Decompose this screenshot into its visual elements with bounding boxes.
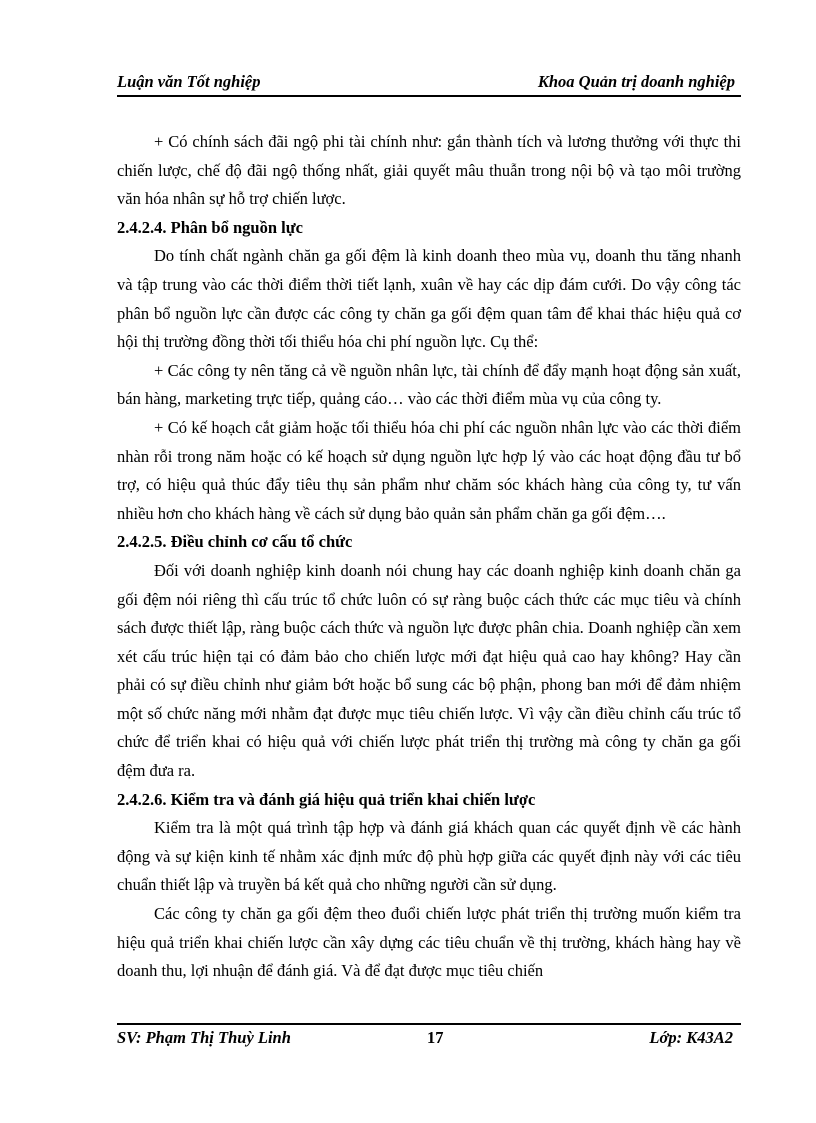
paragraph: Do tính chất ngành chăn ga gối đệm là kinh doanh theo mùa vụ, doanh thu tăng nhanh và tập trung vào các thời điểm thời tiết lạnh, xuân về hay các dịp đám cưới. Do vậy công tác phân bổ nguồn lực cần được các công ty chăn ga gối đệm quan tâm để khai thác hiệu quả cơ hội thị trường đồng thời tối thiểu hóa chi phí nguồn lực. Cụ thể:: [117, 246, 741, 352]
header-divider: [117, 95, 741, 97]
page-number: 17: [427, 1028, 444, 1047]
section-heading-2-4-2-6: 2.4.2.6. Kiểm tra và đánh giá hiệu quả triển khai chiến lược: [117, 789, 536, 809]
header-thesis-label: Luận văn Tốt nghiệp: [117, 72, 261, 91]
paragraph: + Các công ty nên tăng cả về nguồn nhân lực, tài chính để đẩy mạnh hoạt động sản xuất, bán hàng, marketing trực tiếp, quảng cáo… vào các thời điểm mùa vụ của công ty.: [117, 360, 741, 409]
footer-student-name: SV: Phạm Thị Thuỳ Linh: [117, 1028, 291, 1047]
section-heading-2-4-2-4: 2.4.2.4. Phân bổ nguồn lực: [117, 217, 303, 237]
page-footer: [117, 1028, 741, 1052]
paragraph: + Có chính sách đãi ngộ phi tài chính như: gắn thành tích và lương thưởng với thực thi chiến lược, chế độ đãi ngộ thống nhất, giải quyết mâu thuẫn trong nội bộ và tạo môi trường văn hóa nhân sự hỗ trợ chiến lược.: [117, 132, 741, 209]
page-body: [117, 128, 741, 986]
paragraph: Kiểm tra là một quá trình tập hợp và đánh giá khách quan các quyết định về các hành động và sự kiện kinh tế nhằm xác định mức độ phù hợp giữa các quyết định này với các tiêu chuẩn thiết lập và truyền bá kết quả cho những người cần sử dụng.: [117, 818, 741, 895]
paragraph: Các công ty chăn ga gối đệm theo đuổi chiến lược phát triển thị trường muốn kiểm tra hiệu quả triển khai chiến lược cần xây dựng các tiêu chuẩn về thị trường, khách hàng hay về doanh thu, lợi nhuận để đánh giá. Và để đạt được mục tiêu chiến: [117, 904, 741, 981]
footer-class: Lớp: K43A2: [649, 1028, 733, 1047]
footer-divider: [117, 1023, 741, 1025]
section-heading-2-4-2-5: 2.4.2.5. Điều chỉnh cơ cấu tổ chức: [117, 532, 353, 552]
paragraph: + Có kế hoạch cắt giảm hoặc tối thiểu hóa chi phí các nguồn nhân lực vào các thời điểm nhàn rỗi trong năm hoặc có kế hoạch sử dụng nguồn lực hợp lý vào các hoạt động đầu tư bổ trợ, có hiệu quả thúc đẩy tiêu thụ sản phẩm như chăm sóc khách hàng của công ty, tư vấn nhiều hơn cho khách hàng về cách sử dụng bảo quản sản phẩm chăn ga gối đệm….: [117, 417, 741, 523]
header-faculty-label: Khoa Quản trị doanh nghiệp: [537, 72, 735, 91]
paragraph: Đối với doanh nghiệp kinh doanh nói chung hay các doanh nghiệp kinh doanh chăn ga gối đệm nói riêng thì cấu trúc tổ chức luôn có sự ràng buộc cách thức các mục tiêu và chính sách được thiết lập, ràng buộc cách thức và nguồn lực được phân chia. Doanh nghiệp cần xem xét cấu trúc hiện tại có đảm bảo cho chiến lược mới đạt hiệu quả cao hay không? Hay cần phải có sự điều chỉnh như giảm bớt hoặc bổ sung các bộ phận, phong ban mới để đảm nhiệm một số chức năng mới nhằm đạt được mục tiêu chiến lược. Vì vậy cần điều chỉnh cấu trúc tổ chức để triển khai có hiệu quả với chiến lược phát triển thị trường mà công ty chăn ga gối đệm đưa ra.: [117, 560, 741, 781]
page-header: [117, 70, 743, 94]
